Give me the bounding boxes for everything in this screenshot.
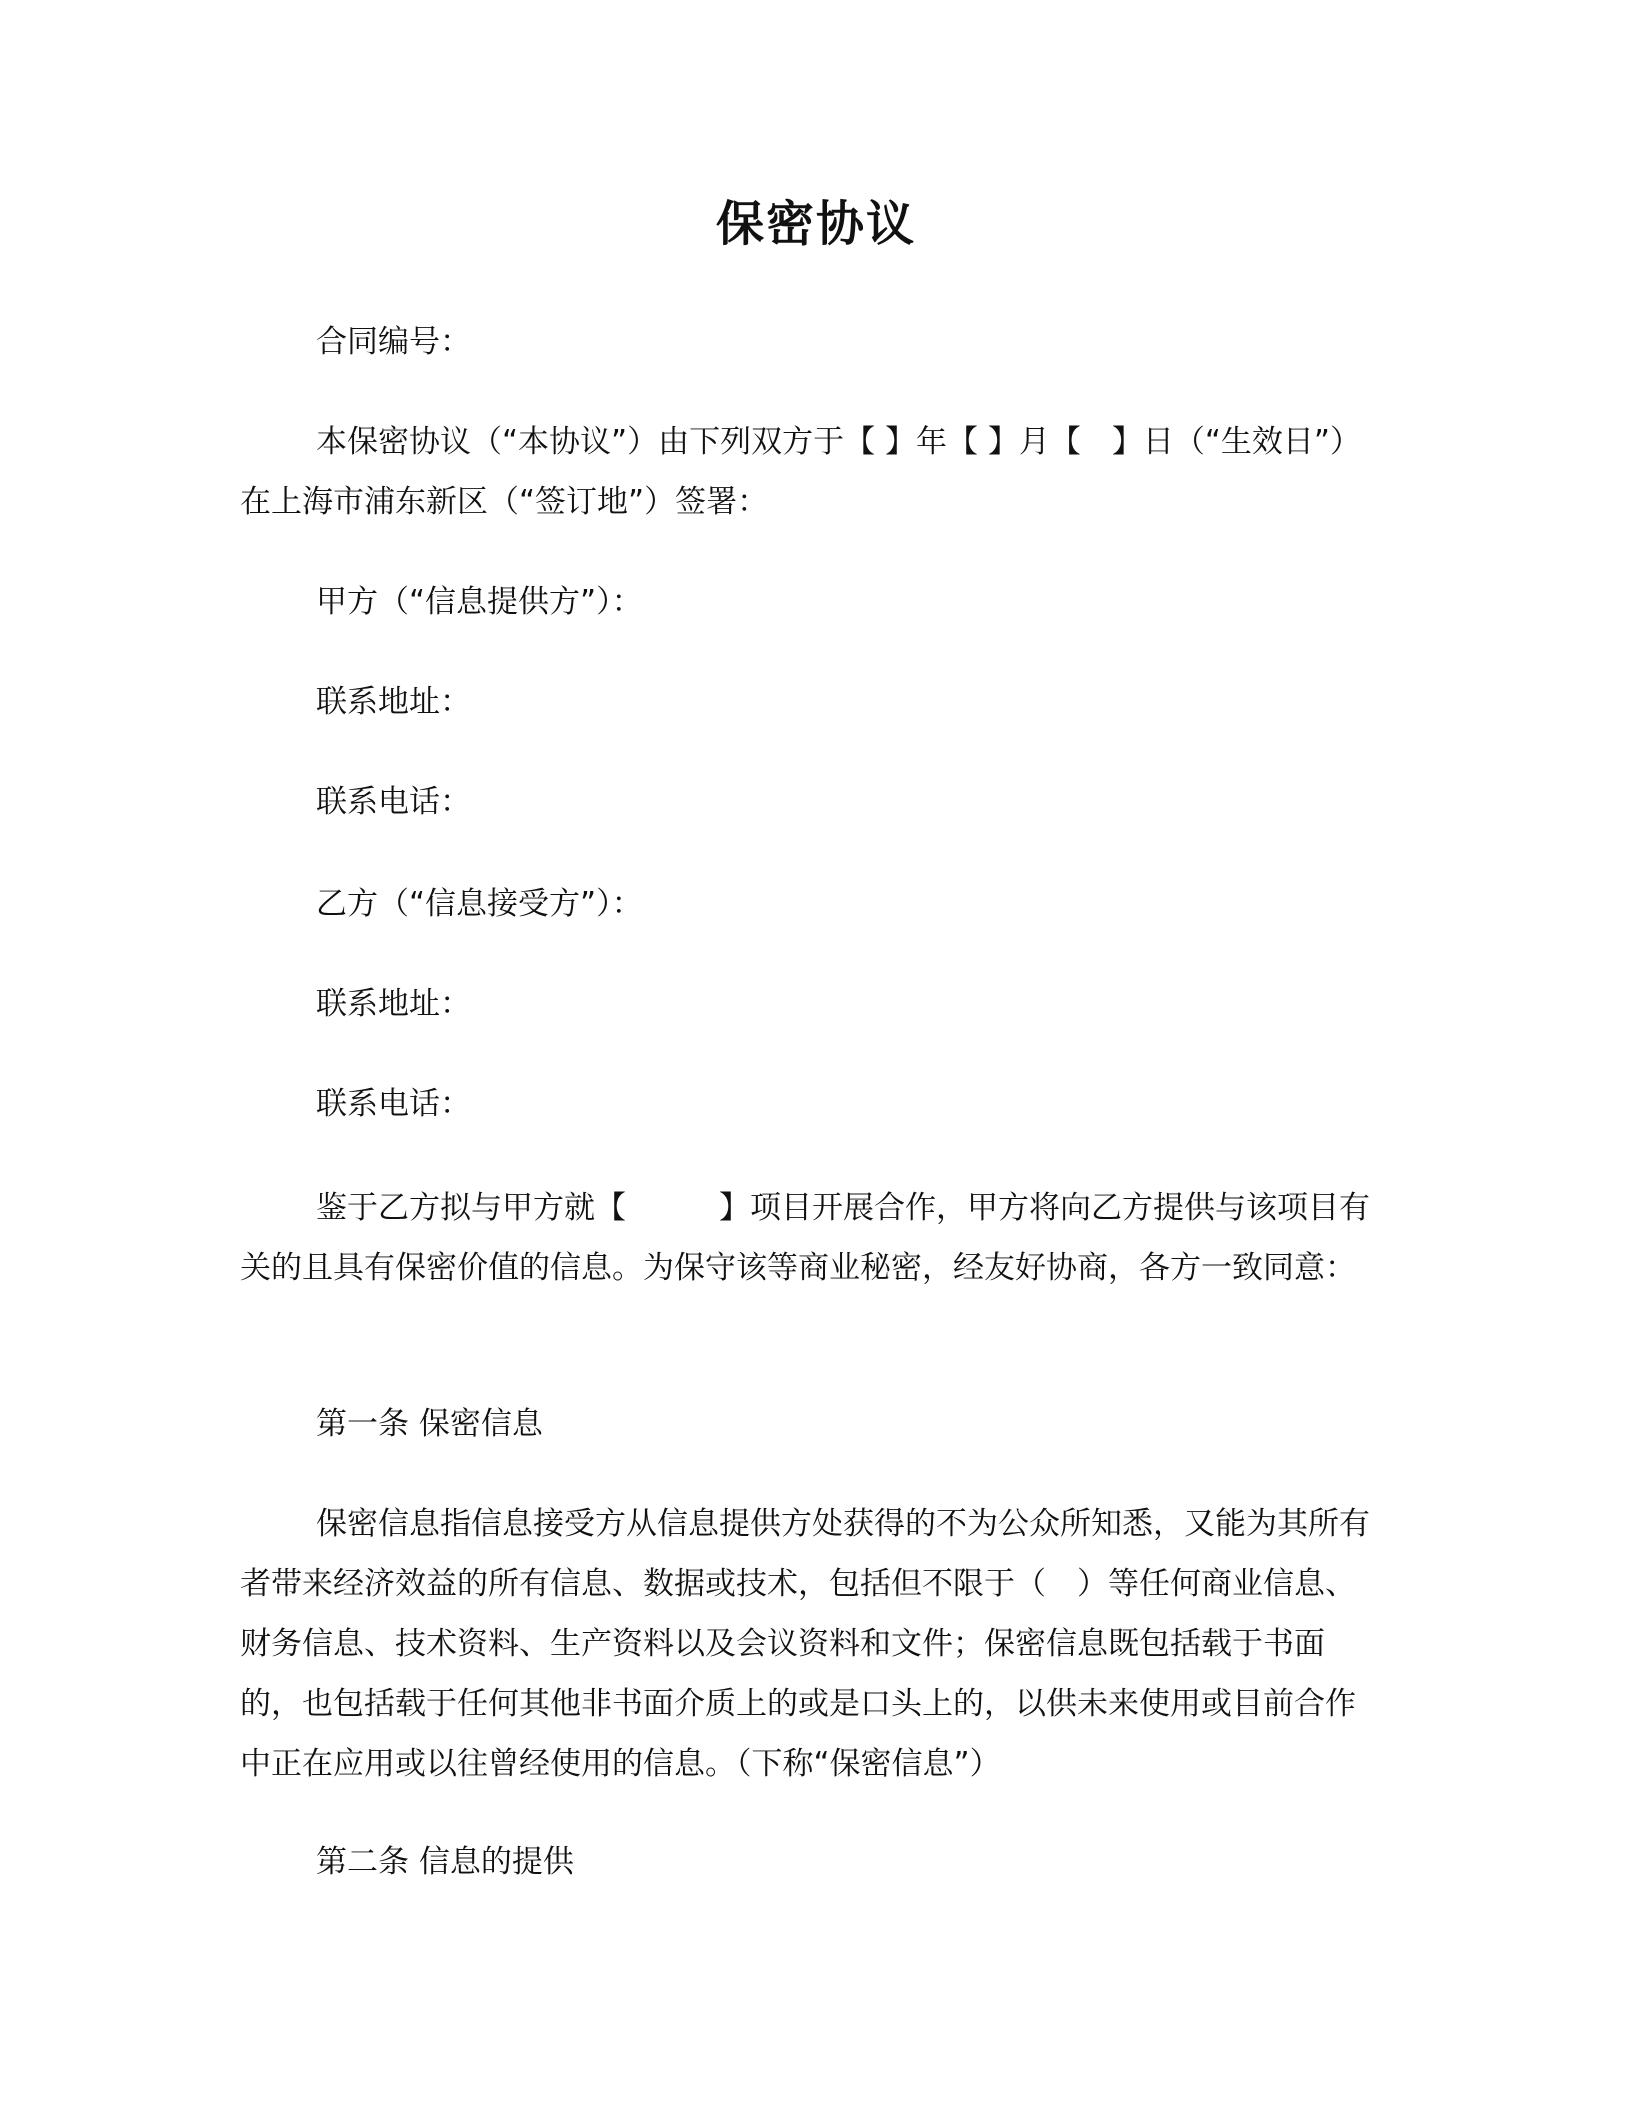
party-b-heading: 乙方（“信息接受方”）：	[316, 886, 643, 922]
contract-number-label: 合同编号：	[316, 324, 471, 360]
party-a-heading: 甲方（“信息提供方”）：	[316, 584, 643, 620]
party-a-address-label: 联系地址：	[316, 684, 471, 720]
party-b-address-label: 联系地址：	[316, 986, 471, 1022]
intro-paragraph: 本保密协议（“本协议”）由下列双方于【 】年【 】月【 】日（“生效日”）在上海市浦东新区（“签订地”）签署：	[240, 424, 1361, 520]
article-2-heading: 第二条 信息的提供	[316, 1844, 574, 1880]
party-a-phone-label: 联系电话：	[316, 784, 471, 820]
document-title: 保密协议	[715, 196, 916, 252]
article-1-heading: 第一条 保密信息	[316, 1406, 543, 1442]
recital-paragraph: 鉴于乙方拟与甲方就【 】项目开展合作，甲方将向乙方提供与该项目有关的且具有保密价值的信息。为保守该等商业秘密，经友好协商，各方一致同意：	[240, 1190, 1370, 1286]
article-1-body: 保密信息指信息接受方从信息提供方处获得的不为公众所知悉，又能为其所有者带来经济效益的所有信息、数据或技术，包括但不限于（ ）等任何商业信息、财务信息、技术资料、生产资料以及会议资料和文件；保密信息既包括载于书面的，也包括载于任何其他非书面介质上的或是口头上的，以供未来使用或目前合作中正在应用或以往曾经使用的信息。（下称“保密信息”）	[240, 1506, 1370, 1782]
party-b-phone-label: 联系电话：	[316, 1086, 471, 1122]
